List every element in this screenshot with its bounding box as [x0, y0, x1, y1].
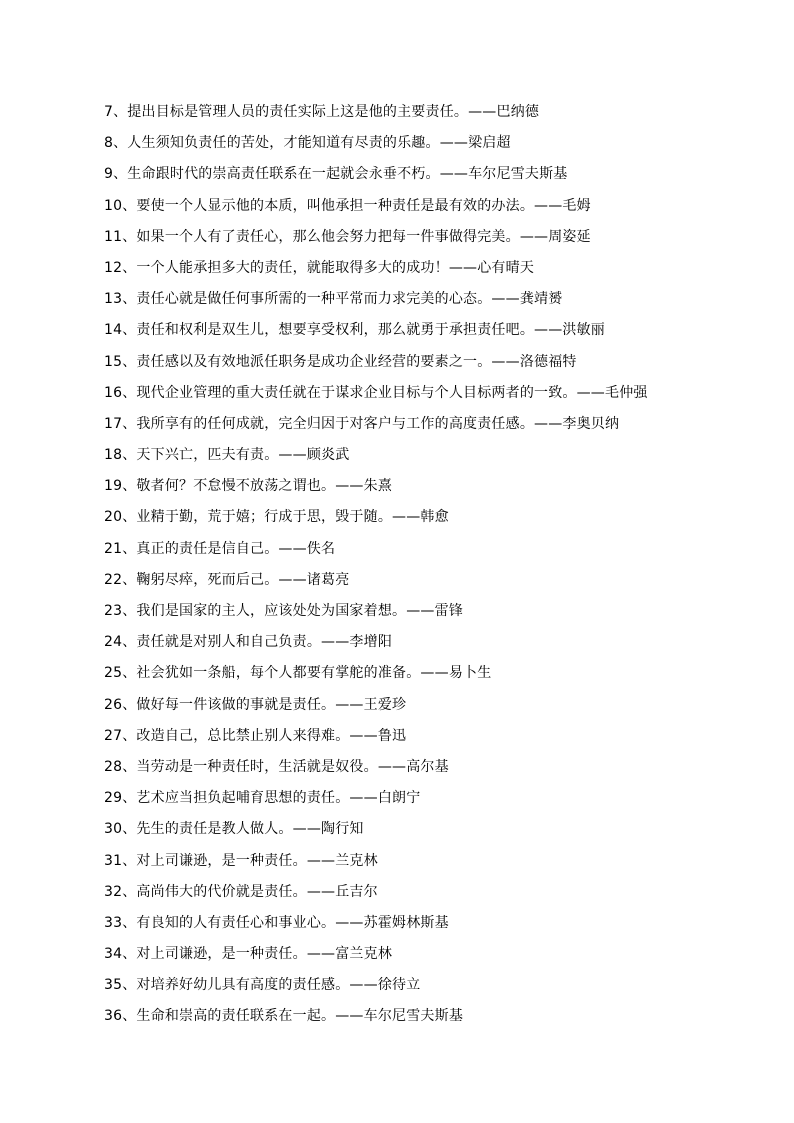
- quote-line: 18、天下兴亡，匹夫有责。——顾炎武: [104, 447, 350, 464]
- quote-line: 32、高尚伟大的代价就是责任。——丘吉尔: [104, 883, 378, 900]
- quote-line: 35、对培养好幼儿具有高度的责任感。——徐待立: [104, 977, 421, 994]
- quote-line: 34、对上司谦逊，是一种责任。——富兰克林: [104, 946, 393, 963]
- quote-line: 7、提出目标是管理人员的责任实际上这是他的主要责任。——巴纳德: [104, 104, 540, 120]
- quote-line: 29、艺术应当担负起哺育思想的责任。——白朗宁: [104, 790, 421, 807]
- quote-line: 23、我们是国家的主人，应该处处为国家着想。——雷锋: [104, 603, 464, 619]
- quote-line: 33、有良知的人有责任心和事业心。——苏霍姆林斯基: [104, 914, 449, 931]
- quote-line: 10、要使一个人显示他的本质，叫他承担一种责任是最有效的办法。——毛姆: [104, 197, 591, 214]
- quote-line: 11、如果一个人有了责任心，那么他会努力把每一件事做得完美。——周姿延: [104, 228, 591, 245]
- quote-line: 30、先生的责任是教人做人。——陶行知: [104, 821, 364, 838]
- quote-line: 36、生命和崇高的责任联系在一起。——车尔尼雪夫斯基: [104, 1008, 464, 1025]
- quote-line: 26、做好每一件该做的事就是责任。——王爱珍: [104, 696, 407, 713]
- quote-line: 22、鞠躬尽瘁，死而后己。——诸葛亮: [104, 571, 350, 588]
- quote-line: 12、一个人能承担多大的责任，就能取得多大的成功！——心有晴天: [104, 259, 535, 276]
- quote-line: 19、敬者何？不怠慢不放荡之谓也。——朱熹: [104, 478, 393, 495]
- quote-line: 31、对上司谦逊，是一种责任。——兰克林: [104, 852, 378, 869]
- quote-list: [104, 97, 764, 1033]
- quote-line: 24、责任就是对别人和自己负责。——李增阳: [104, 634, 393, 651]
- quote-line: 27、改造自己，总比禁止别人来得难。——鲁迅: [104, 727, 407, 744]
- quote-line: 8、人生须知负责任的苦处，才能知道有尽责的乐趣。——梁启超: [104, 135, 511, 152]
- quote-line: 16、现代企业管理的重大责任就在于谋求企业目标与个人目标两者的一致。——毛仲强: [104, 384, 648, 401]
- quote-line: 21、真正的责任是信自己。——佚名: [104, 540, 336, 557]
- quote-line: 25、社会犹如一条船，每个人都要有掌舵的准备。——易卜生: [104, 665, 492, 682]
- quote-line: 9、生命跟时代的崇高责任联系在一起就会永垂不朽。——车尔尼雪夫斯基: [104, 166, 568, 183]
- quote-line: 20、业精于勤，荒于嬉；行成于思，毁于随。——韩愈: [104, 509, 449, 526]
- quote-line: 14、责任和权利是双生儿，想要享受权利，那么就勇于承担责任吧。——洪敏丽: [104, 322, 606, 339]
- quote-line: 28、当劳动是一种责任时，生活就是奴役。——高尔基: [104, 758, 449, 775]
- quote-line: 17、我所享有的任何成就，完全归因于对客户与工作的高度责任感。——李奥贝纳: [104, 415, 620, 432]
- quote-line: 13、责任心就是做任何事所需的一种平常而力求完美的心态。——龚靖赟: [104, 291, 563, 308]
- quote-line: 15、责任感以及有效地派任职务是成功企业经营的要素之一。——洛德福特: [104, 353, 577, 370]
